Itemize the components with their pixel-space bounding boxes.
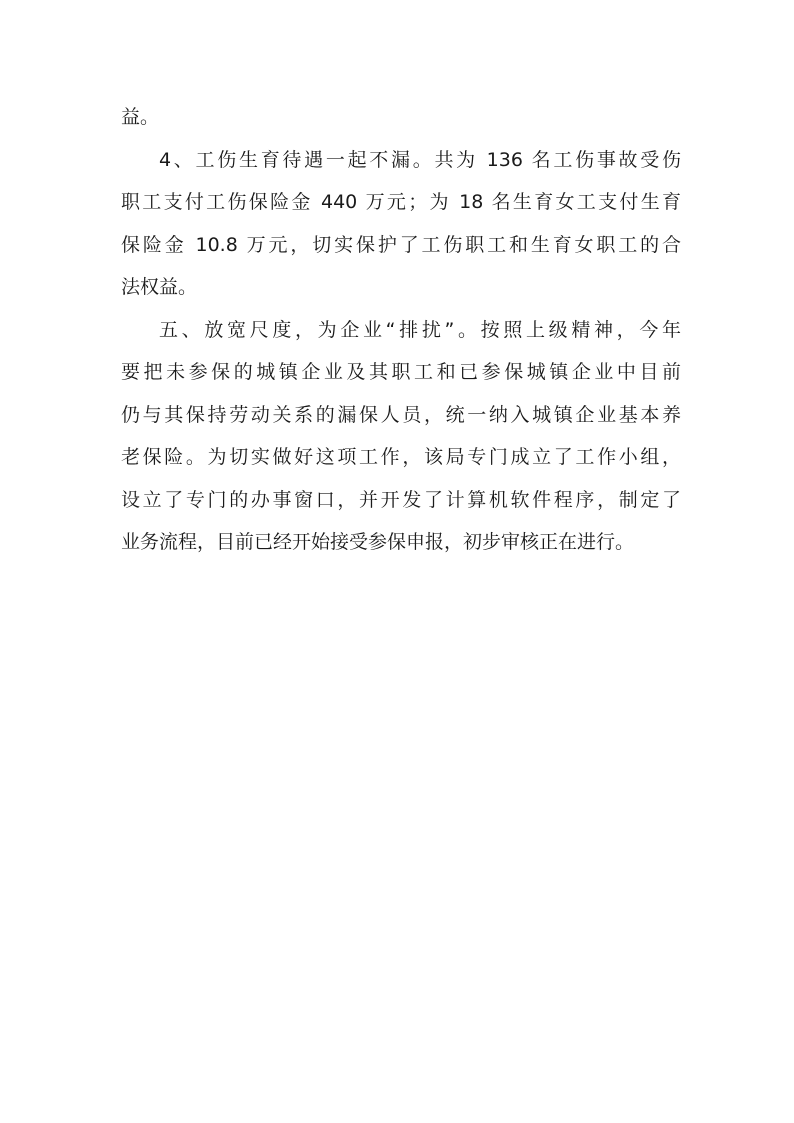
document-body [121,96,681,564]
paragraph-item-4 [121,139,681,309]
text-line: 职工支付工伤保险金 440 万元；为 18 名生育女工支付生育 [121,191,681,213]
paragraph-section-5 [121,309,681,564]
text-line: 4、工伤生育待遇一起不漏。共为 136 名工伤事故受伤 [159,148,681,171]
text-line: 五、放宽尺度，为企业“排扰”。按照上级精神，今年 [159,318,681,341]
text-line: 设立了专门的办事窗口，并开发了计算机软件程序，制定了 [121,488,681,511]
text-line: 老保险。为切实做好这项工作，该局专门成立了工作小组， [121,446,681,468]
text-line: 益。 [121,106,160,128]
text-line: 保险金 10.8 万元，切实保护了工伤职工和生育女职工的合 [121,233,681,256]
text-line: 业务流程，目前已经开始接受参保申报，初步审核正在进行。 [121,531,635,553]
text-line: 法权益。 [121,276,198,298]
paragraph-continuation [121,96,681,139]
text-line: 仍与其保持劳动关系的漏保人员，统一纳入城镇企业基本养 [121,403,681,426]
text-line: 要把未参保的城镇企业及其职工和已参保城镇企业中目前 [121,361,681,383]
